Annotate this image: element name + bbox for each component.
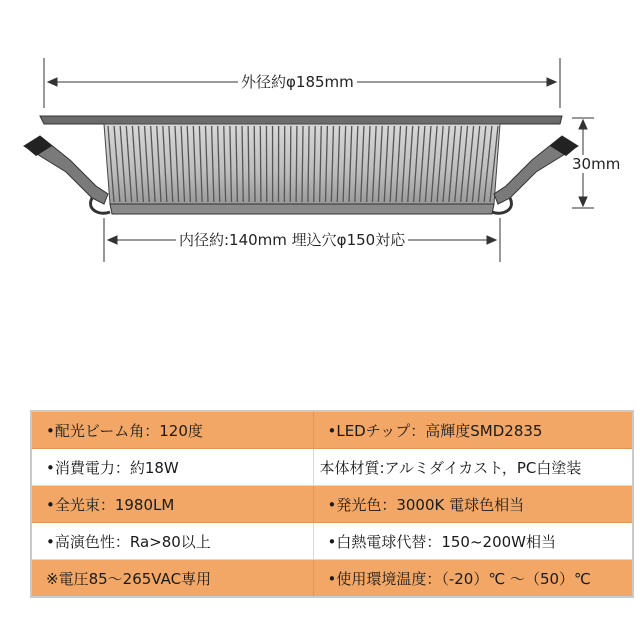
spec-cell: •配光ビーム角：120度 — [31, 411, 313, 449]
height-label: 30mm — [572, 155, 621, 173]
spec-row — [31, 523, 633, 560]
outer-diameter-label: 外径約φ185mm — [238, 73, 357, 91]
spec-cell: •発光色：3000K 電球色相当 — [313, 486, 633, 523]
heatsink-fin — [296, 126, 297, 202]
spec-cell: •消費電力：約18W — [31, 449, 313, 486]
heatsink-fin — [254, 126, 255, 202]
spec-row — [31, 449, 633, 486]
spec-cell: ※電圧85～265VAC専用 — [31, 560, 313, 598]
heatsink-fin — [260, 126, 261, 202]
right-spring-clip — [492, 136, 578, 213]
flange — [40, 116, 562, 124]
spec-cell: •LEDチップ：高輝度SMD2835 — [313, 411, 633, 449]
spec-table — [30, 410, 634, 598]
heatsink-body — [104, 124, 500, 214]
spec-cell: •白熱電球代替：150~200W相当 — [313, 523, 633, 560]
left-spring-clip — [24, 136, 110, 213]
spec-row — [31, 560, 633, 598]
spec-row — [31, 411, 633, 449]
spec-cell: •全光束：1980LM — [31, 486, 313, 523]
spec-cell: •使用環境温度：（-20）℃ ～（50）℃ — [313, 560, 633, 598]
spec-cell: •高演色性：Ra>80以上 — [31, 523, 313, 560]
heatsink-fin — [290, 126, 291, 202]
spec-cell: 本体材質:アルミダイカスト，PC白塗装 — [313, 449, 633, 486]
spec-row — [31, 486, 633, 523]
inner-diameter-label: 内径約:140mm 埋込穴φ150対応 — [176, 231, 408, 249]
